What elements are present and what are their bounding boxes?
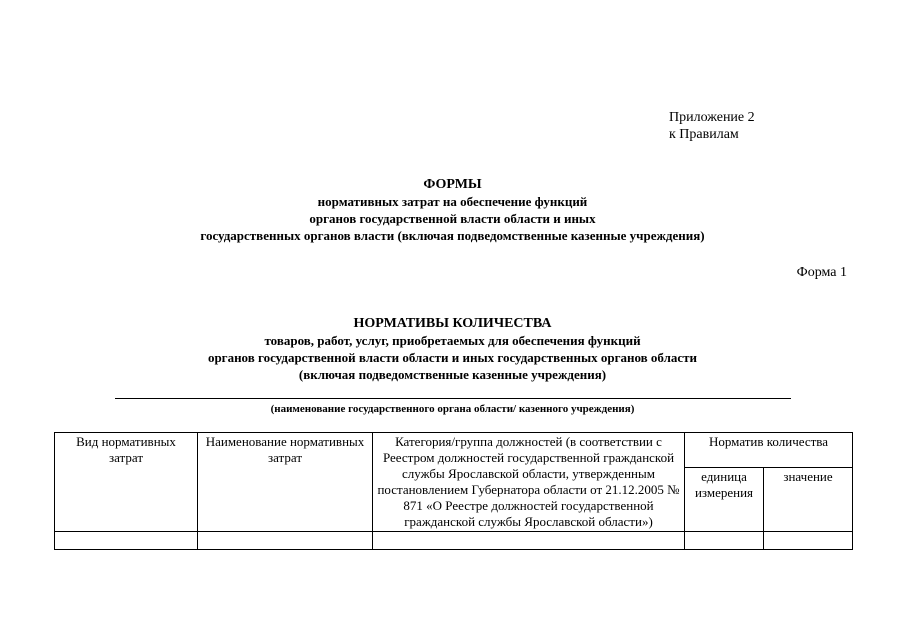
attachment-note	[669, 109, 755, 143]
cell-position-category[interactable]	[373, 532, 685, 550]
header-norm-quantity: Норматив количества	[685, 433, 853, 468]
cell-cost-name[interactable]	[198, 532, 373, 550]
header-cost-type: Вид нормативных затрат	[55, 433, 198, 532]
header-cost-name: Наименование нормативных затрат	[198, 433, 373, 532]
cell-cost-type[interactable]	[55, 532, 198, 550]
norms-subtitle-line-2: органов государственной власти области и иных государственных органов области	[207, 350, 698, 365]
org-name-caption: (наименование государственного органа области/ казенного учреждения)	[270, 403, 635, 415]
cell-unit[interactable]	[685, 532, 764, 550]
header-position-category: Категория/группа должностей (в соответствии с Реестром должностей государственной гражданской службы Ярославской области, утвержденным постановлением Губернатора области от 21.12.2005 № 871 «О Реестре должностей государственной гражданской службы Ярославской области»)	[373, 433, 685, 532]
forms-title: ФОРМЫ	[423, 177, 482, 192]
forms-header	[0, 176, 905, 244]
norms-subtitle-line-1: товаров, работ, услуг, приобретаемых для обеспечения функций	[264, 333, 641, 348]
norms-table	[54, 432, 853, 550]
forms-subtitle-line-3: государственных органов власти (включая подведомственные казенные учреждения)	[200, 228, 705, 243]
attachment-line-2: к Правилам	[669, 127, 739, 142]
attachment-line-1: Приложение 2	[669, 110, 755, 125]
forms-subtitle-line-2: органов государственной власти области и иных	[309, 211, 596, 226]
header-unit: единица измерения	[685, 467, 764, 531]
org-name-fill-line[interactable]	[115, 398, 791, 399]
table-row	[55, 532, 853, 550]
norms-header	[0, 315, 905, 383]
form-number: Форма 1	[796, 265, 847, 280]
forms-subtitle-line-1: нормативных затрат на обеспечение функций	[317, 194, 588, 209]
norms-subtitle-line-3: (включая подведомственные казенные учреждения)	[298, 367, 607, 382]
cell-value[interactable]	[764, 532, 853, 550]
header-value: значение	[764, 467, 853, 531]
norms-title: НОРМАТИВЫ КОЛИЧЕСТВА	[353, 316, 552, 331]
